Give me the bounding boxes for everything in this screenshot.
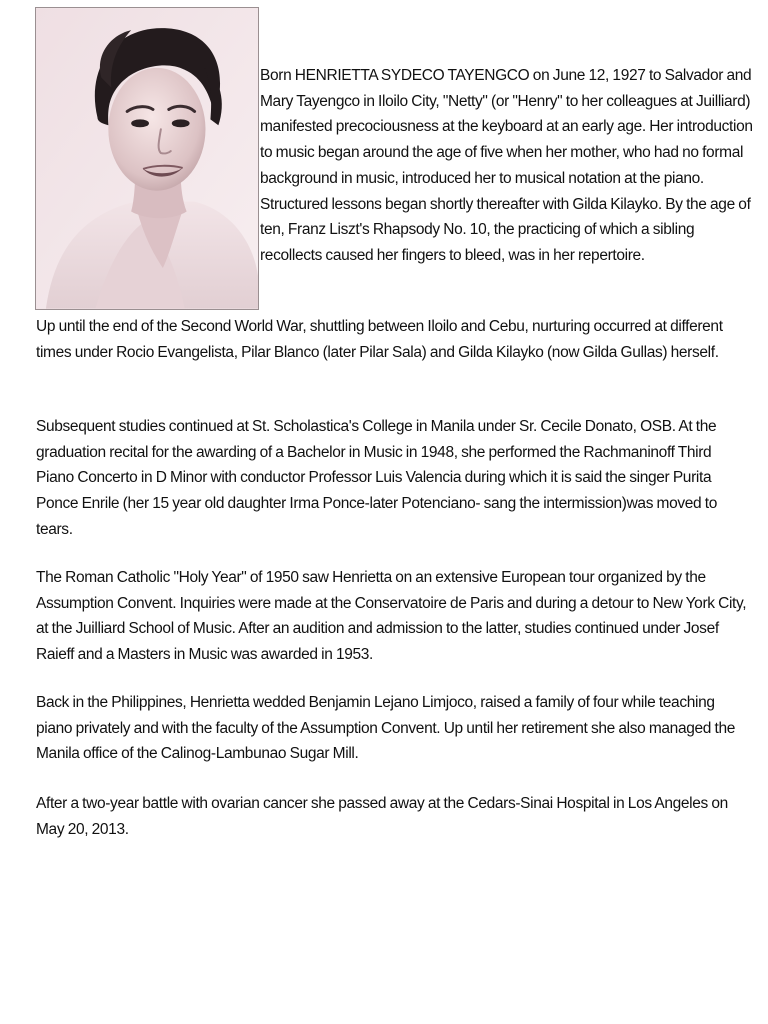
bio-paragraph-studies: Subsequent studies continued at St. Scholastica's College in Manila under Sr. Cecile Donato, OSB. At the graduation recital for the awarding of a Bachelor in Music in 1948, she performed the Rachmaninoff Third Piano Concerto in D Minor with conductor Professor Luis Valencia during which it is said the singer Purita Ponce Enrile (her 15 year old daughter Irma Ponce-later Potenciano- sang the intermission)was moved to tears. bbox=[36, 418, 718, 538]
bio-paragraph-wartime: Up until the end of the Second World War, shuttling between Iloilo and Cebu, nurturing occurred at different times under Rocio Evangelista, Pilar Blanco (later Pilar Sala) and Gilda Kilayko (now Gilda Gullas) herself. bbox=[36, 318, 723, 361]
bio-paragraph-death: After a two-year battle with ovarian cancer she passed away at the Cedars-Sinai Hospital in Los Angeles on May 20, 2013. bbox=[36, 795, 728, 838]
portrait-photo bbox=[35, 7, 259, 310]
bio-paragraph-holy-year: The Roman Catholic "Holy Year" of 1950 saw Henrietta on an extensive European tour organized by the Assumption Convent. Inquiries were made at the Conservatoire de Paris and during a detour to New York City, at the Juilliard School of Music. After an audition and admission to the latter, studies continued under Josef Raieff and a Masters in Music was awarded in 1953. bbox=[36, 569, 747, 664]
portrait-illustration bbox=[36, 8, 258, 309]
bio-paragraph-family: Back in the Philippines, Henrietta wedded Benjamin Lejano Limjoco, raised a family of four while teaching piano privately and with the faculty of the Assumption Convent. Up until her retirement she also managed the Manila office of the Calinog-Lambunao Sugar Mill. bbox=[36, 694, 735, 763]
bio-paragraph-birth: Born HENRIETTA SYDECO TAYENGCO on June 12, 1927 to Salvador and Mary Tayengco in Iloilo City, "Netty" (or "Henry" to her colleagues at Juilliard) manifested precociousness at the keyboard at an early age. Her introduction to music began around the age of five when her mother, who had no formal background in music, introduced her to musical notation at the piano. Structured lessons began shortly thereafter with Gilda Kilayko. By the age of ten, Franz Liszt's Rhapsody No. 10, the practicing of which a sibling recollects caused her fingers to bleed, was in her repertoire. bbox=[260, 67, 753, 264]
